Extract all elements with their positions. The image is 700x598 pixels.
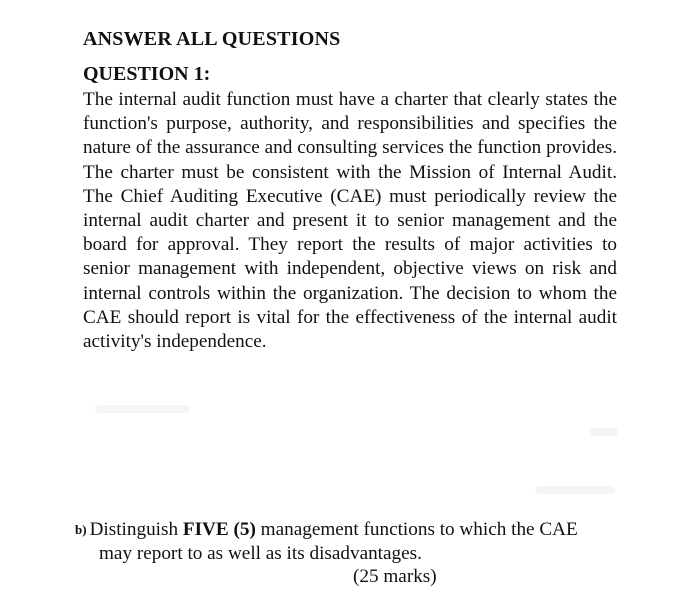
part-b-emphasis: FIVE (5) <box>182 519 256 540</box>
marks-allocation: (25 marks) <box>353 566 437 587</box>
scan-smudge <box>590 428 618 436</box>
question-title: QUESTION 1: <box>83 63 211 85</box>
part-b-question <box>75 518 620 566</box>
question-body: The internal audit function must have a charter that clearly states the function's purpose, authority, and responsibilities and specifies the nature of the assurance and consulting services the function provides. The charter must be consistent with the Mission of Internal Audit. The Chief Auditing Executive (CAE) must periodically review the internal audit charter and present it to senior management and the board for approval. They report the results of major activities to senior management with independent, objective views on risk and internal controls within the organization. The decision to whom the CAE should report is vital for the effectiveness of the internal audit activity's independence. <box>83 89 617 353</box>
part-b-marker: b) <box>75 522 87 537</box>
part-b-line-2: may report to as well as its disadvantages. <box>99 543 422 564</box>
scan-smudge <box>535 486 615 494</box>
part-b-text-after: management functions to which the CAE <box>255 519 578 540</box>
part-b-text-before: Distinguish <box>89 519 183 540</box>
instructions-heading: ANSWER ALL QUESTIONS <box>83 28 341 50</box>
scan-smudge <box>95 405 190 413</box>
